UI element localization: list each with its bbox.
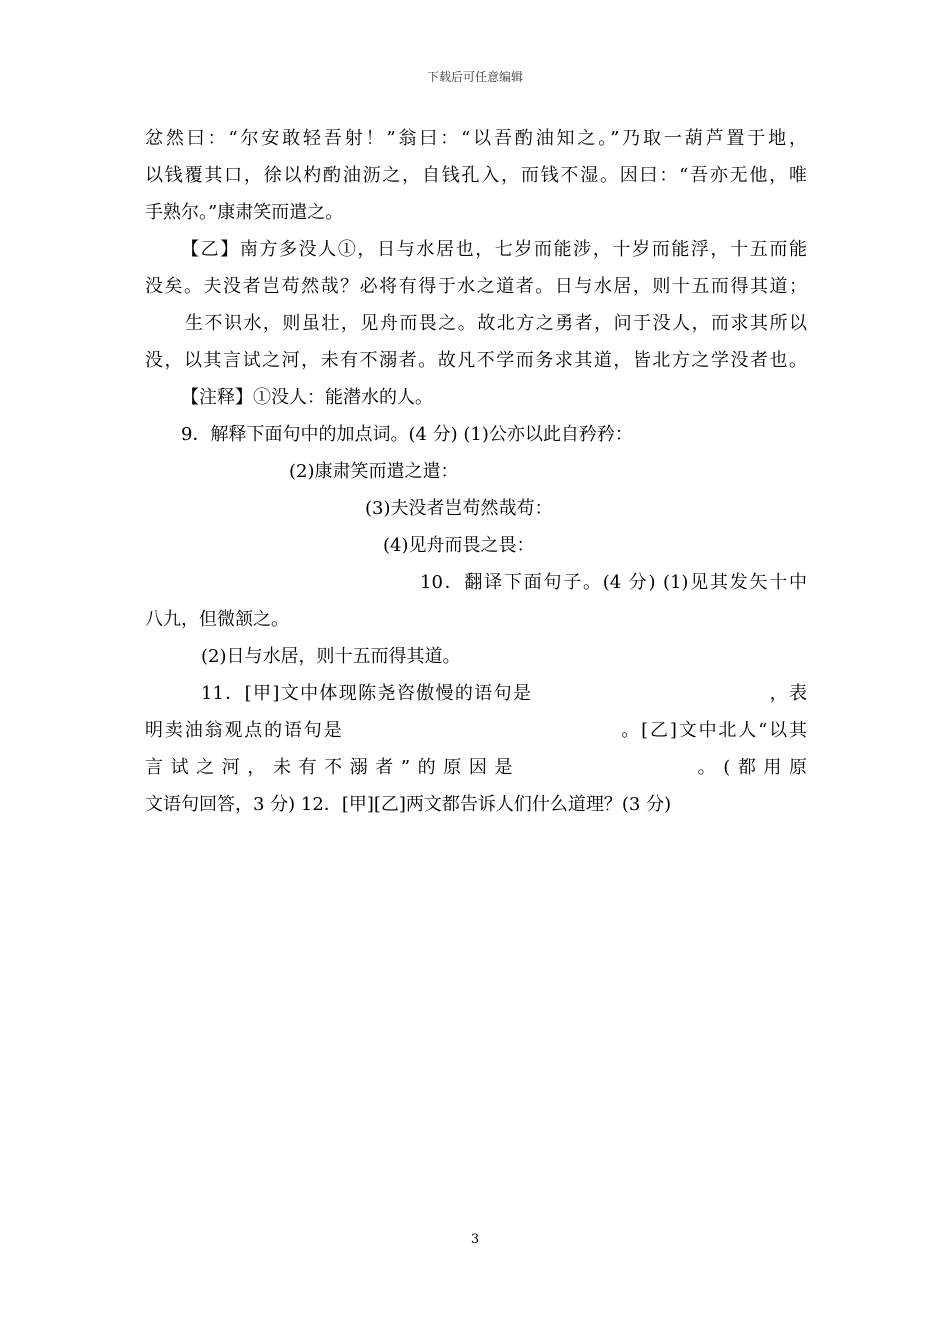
question-11-text: 。(都用原 [690, 757, 807, 778]
question-11 [145, 675, 807, 712]
question-11-line-2 [145, 712, 807, 749]
text-line: 手熟尔。”康肃笑而遣之。 [145, 202, 344, 223]
text-line: 忿然曰：“尔安敢轻吾射！”翁曰：“以吾酌油知之。”乃取一葫芦置于地， [145, 128, 807, 149]
text-line: 以钱覆其口，徐以杓酌油沥之，自钱孔入，而钱不湿。因曰：“吾亦无他，唯 [145, 165, 807, 186]
question-11-text: ，表 [768, 683, 808, 704]
annotation-note: 【注释】①没人：能潜水的人。 [181, 387, 433, 408]
passage-yi-start: 【乙】南方多没人①，日与水居也，七岁而能涉，十岁而能浮，十五而能 [181, 239, 807, 260]
text-line: 没，以其言试之河，未有不溺者。故凡不学而务求其道，皆北方之学没者也。 [145, 350, 807, 371]
question-9: 9．解释下面句中的加点词。(4 分) (1)公亦以此自矜矜： [181, 424, 633, 445]
question-11-text: 。[乙]文中北人“以其 [619, 720, 807, 741]
document-body [145, 120, 807, 823]
text-line: 没矣。夫没者岂苟然哉？必将有得于水之道者。日与水居，则十五而得其道； [145, 276, 807, 297]
text-line: 生不识水，则虽壮，见舟而畏之。故北方之勇者，问于没人，而求其所以 [185, 313, 807, 334]
question-10: 10．翻译下面句子。(4 分) (1)见其发矢十中 [420, 572, 807, 593]
question-9-item-4: (4)见舟而畏之畏： [383, 535, 535, 556]
question-11-line-3 [145, 749, 807, 786]
question-11-text: 明卖油翁观点的语句是 [145, 720, 344, 741]
page-number: 3 [470, 1232, 480, 1247]
question-9-item-3: (3)夫没者岂苟然哉苟： [365, 498, 553, 519]
page-header: 下载后可任意编辑 [426, 70, 523, 84]
question-11-text: 11．[甲]文中体现陈尧咨傲慢的语句是 [201, 683, 533, 704]
question-12: 文语句回答，3 分) 12．[甲][乙]两文都告诉人们什么道理？(3 分) [145, 794, 672, 815]
question-11-text: 言试之河，未有不溺者”的原因是 [145, 757, 521, 778]
question-10-item-2: (2)日与水居，则十五而得其道。 [201, 646, 461, 667]
question-9-item-2: (2)康肃笑而遣之遣： [289, 461, 459, 482]
text-line: 八九，但微颔之。 [145, 609, 289, 630]
